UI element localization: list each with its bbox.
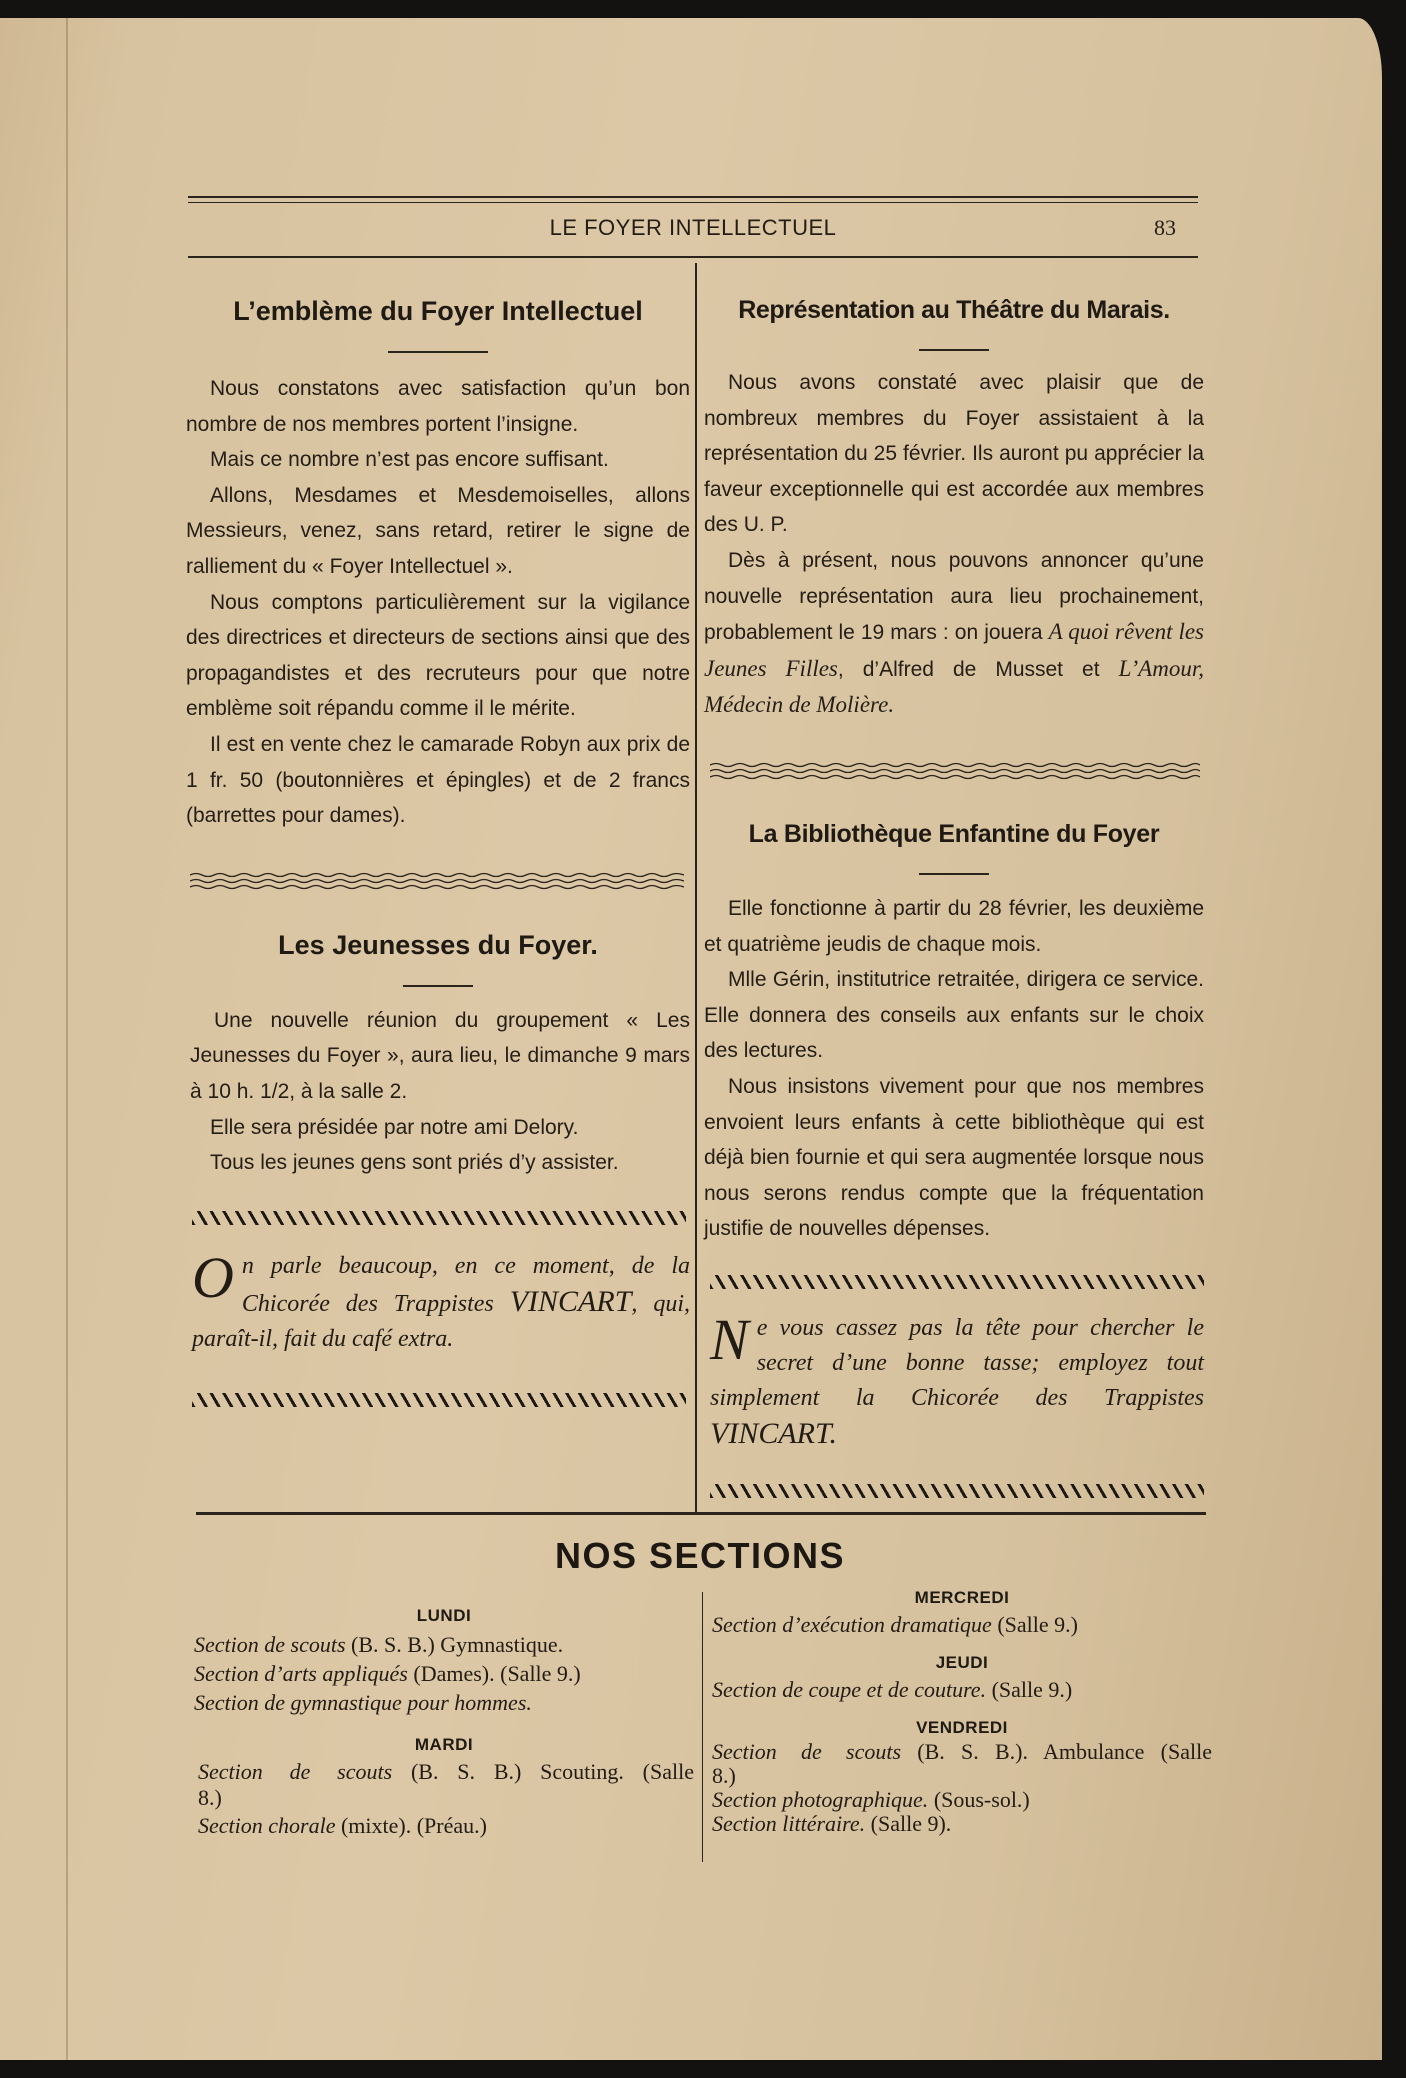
running-head — [188, 215, 1198, 245]
lundi-line-1 — [194, 1630, 694, 1659]
sections-right — [712, 1588, 1212, 1836]
embleme-heading-rule — [388, 351, 488, 353]
sections-column-divider — [702, 1592, 703, 1862]
lundi-line-2-detail: (Dames). (Salle 9.) — [407, 1661, 581, 1686]
left-column — [186, 296, 690, 1407]
wavy-divider-right — [710, 762, 1200, 780]
header-rule-bottom — [188, 256, 1198, 258]
page-number: 83 — [1154, 215, 1176, 240]
advert-left-text-a: n parle beaucoup, en ce moment, de la Chicorée des Trappistes — [241, 1252, 690, 1317]
vincart-advert-right — [704, 1306, 1204, 1454]
advert-left-brand: VINCART — [509, 1284, 632, 1318]
jeudi-line-1 — [712, 1675, 1212, 1704]
vendredi-line-1-section: Section de scouts — [712, 1739, 902, 1764]
zigzag-divider-right-2 — [710, 1484, 1204, 1498]
lundi-line-3-section: Section de gymnastique pour hommes. — [194, 1690, 532, 1715]
zigzag-divider-left-1 — [192, 1211, 686, 1225]
vendredi-line-3-section: Section littéraire. — [712, 1811, 866, 1836]
sections-title: NOS SECTIONS — [554, 1535, 846, 1576]
sections-left — [194, 1606, 694, 1840]
running-head-title: LE FOYER INTELLECTUEL — [549, 215, 837, 240]
vendredi-line-1-detail: (B. S. B.). Ambulance (Salle 8.) — [712, 1739, 1212, 1788]
mardi-line-1-section: Section de scouts — [198, 1759, 393, 1784]
lundi-line-2-section: Section d’arts appliqués — [194, 1661, 408, 1686]
bibliotheque-heading-rule — [919, 873, 989, 875]
advert-left-text-b: , qui, paraît-il, fait du café extra. — [192, 1290, 690, 1352]
vendredi-line-3 — [712, 1812, 1212, 1836]
mardi-line-1-detail: (B. S. B.) Scouting. (Salle 8.) — [198, 1759, 694, 1810]
embleme-paragraph-1: Nous constatons avec satisfaction qu’un bon nombre de nos membres portent l’insigne. — [186, 377, 690, 436]
lundi-line-2 — [194, 1659, 694, 1688]
wavy-divider — [190, 872, 684, 890]
theatre-heading-rule — [919, 349, 989, 351]
sections-top-rule — [196, 1512, 1206, 1515]
play-title-2: L’Amour, Médecin de Molière. — [704, 655, 1204, 718]
bibliotheque-paragraph-2-text: Gérin, institutrice retraitée, dirigera ce service. Elle donnera des conseils aux enfants sur le choix des lectures. — [704, 968, 1204, 1063]
day-jeudi: JEUDI — [935, 1653, 989, 1672]
lundi-line-1-section: Section de scouts — [194, 1632, 346, 1657]
embleme-paragraph-5: Il est en vente chez le camarade Robyn aux prix de 1 fr. 50 (boutonnières et épingles) et de 2 francs (barrettes pour dames). — [186, 732, 690, 828]
jeunesses-paragraph-1: Une nouvelle réunion du groupement « Les Jeunesses du Foyer », aura lieu, le dimanche 9 mars à 10 h. 1/2, à la salle 2. — [190, 1008, 690, 1103]
mardi-line-2-detail: (mixte). (Préau.) — [335, 1813, 487, 1838]
header-double-rule-bottom — [188, 202, 1198, 203]
mercredi-line-1-section: Section d’exécution dramatique — [712, 1612, 992, 1637]
bibliotheque-paragraph-3: Nous insistons vivement pour que nos membres envoient leurs enfants à cette bibliothèque qui est déjà bien fournie et qui sera augmentée lorsque nous nous serons rendus compte que la fréquentation justifie de nouvelles dépenses. — [704, 1074, 1204, 1241]
vendredi-line-2-section: Section photographique. — [712, 1787, 929, 1812]
vendredi-line-1 — [712, 1740, 1212, 1788]
jeudi-line-1-detail: (Salle 9.) — [986, 1677, 1073, 1702]
bibliotheque-honorific: Mlle — [728, 968, 767, 992]
bibliotheque-paragraph-1: Elle fonctionne à partir du 28 février, les deuxième et quatrième jeudis de chaque mois. — [704, 896, 1204, 956]
advert-right-initial: N — [710, 1306, 749, 1372]
play-title-1: A quoi rêvent les Jeunes Filles — [704, 619, 1204, 681]
bibliotheque-heading: La Bibliothèque Enfantine du Foyer — [748, 819, 1160, 848]
advert-right-text-a: e vous cassez pas la tête pour chercher le secret d’une bonne tasse; employez tout simplement la Chicorée des Trappistes — [710, 1314, 1204, 1411]
embleme-paragraph-3: Allons, Mesdames et Mesdemoiselles, allons Messieurs, venez, sans retard, retirer le signe de ralliement du « Foyer Intellectuel ». — [186, 483, 690, 578]
mardi-line-2 — [194, 1811, 694, 1840]
day-mardi: MARDI — [414, 1735, 474, 1754]
theatre-paragraph-1: Nous avons constaté avec plaisir que de nombreux membres du Foyer assistaient à la représentation du 25 février. Ils auront pu apprécier la faveur exceptionnelle qui est accordée aux membres des U. P. — [704, 371, 1204, 537]
theatre-paragraph-2-b: , d’Alfred de Musset et — [837, 657, 1119, 681]
theatre-heading: Représentation au Théâtre du Marais. — [738, 296, 1170, 324]
jeunesses-heading-rule — [403, 985, 473, 987]
advert-left-initial: O — [192, 1244, 234, 1310]
theatre-paragraph-2 — [704, 543, 1204, 724]
vendredi-line-3-detail: (Salle 9). — [865, 1811, 952, 1836]
lundi-line-1-detail: (B. S. B.) Gymnastique. — [345, 1632, 564, 1657]
page-fold-shadow — [66, 18, 68, 2060]
jeudi-line-1-section: Section de coupe et de couture. — [712, 1677, 987, 1702]
embleme-heading: L’emblème du Foyer Intellectuel — [233, 296, 643, 326]
mardi-line-2-section: Section chorale — [198, 1813, 336, 1838]
day-vendredi: VENDREDI — [916, 1718, 1008, 1737]
day-mercredi: MERCREDI — [914, 1588, 1010, 1607]
bibliotheque-paragraph-2 — [704, 962, 1204, 1069]
jeunesses-paragraph-2: Elle sera présidée par notre ami Delory. — [210, 1115, 579, 1139]
mardi-line-1 — [194, 1759, 694, 1811]
header-double-rule-top — [188, 196, 1198, 198]
jeunesses-paragraph-3: Tous les jeunes gens sont priés d’y assister. — [210, 1151, 619, 1175]
theatre-paragraph-2-a: Dès à présent, nous pouvons annoncer qu’une nouvelle représentation aura lieu prochainement, probablement le 19 mars : on jouera — [704, 548, 1204, 645]
vendredi-line-2 — [712, 1788, 1212, 1812]
vincart-advert-left — [186, 1244, 690, 1357]
jeunesses-heading: Les Jeunesses du Foyer. — [278, 929, 598, 960]
advert-right-brand: VINCART. — [710, 1416, 837, 1450]
lundi-line-3 — [194, 1688, 694, 1717]
day-lundi: LUNDI — [416, 1606, 472, 1625]
mercredi-line-1-detail: (Salle 9.) — [991, 1612, 1078, 1637]
embleme-paragraph-2: Mais ce nombre n’est pas encore suffisant. — [210, 448, 609, 472]
zigzag-divider-right-1 — [710, 1275, 1204, 1289]
vendredi-line-2-detail: (Sous-sol.) — [928, 1787, 1030, 1812]
mercredi-line-1 — [712, 1610, 1212, 1639]
column-divider — [695, 263, 697, 1513]
zigzag-divider-left-2 — [192, 1393, 686, 1407]
right-column — [704, 296, 1204, 1498]
embleme-paragraph-4: Nous comptons particulièrement sur la vigilance des directrices et directeurs de sections ainsi que des propagandistes et des recruteurs pour que notre emblème soit répandu comme il le mérite. — [186, 590, 690, 721]
